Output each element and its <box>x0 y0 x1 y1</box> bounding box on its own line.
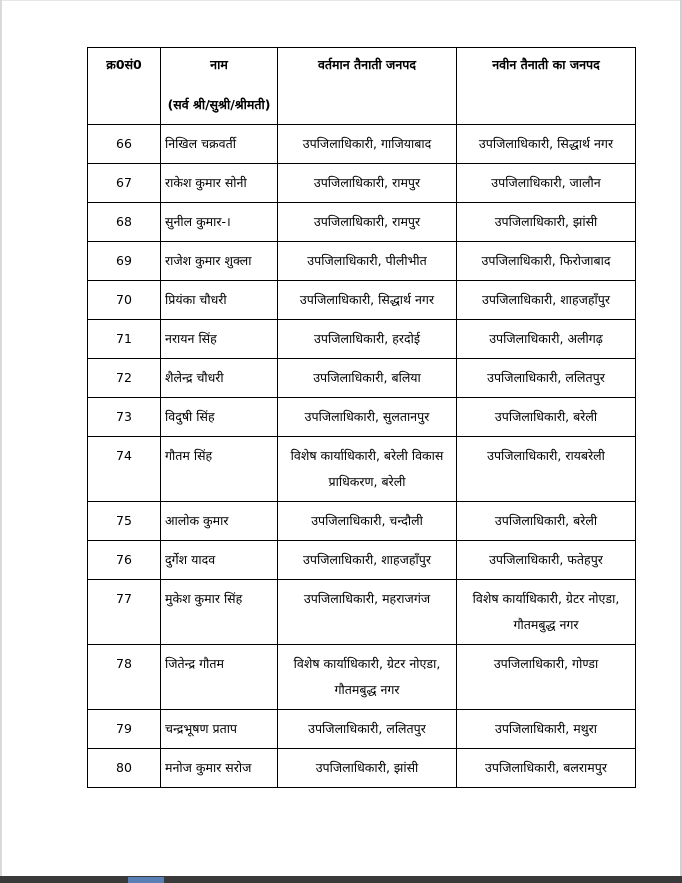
row-current-posting: उपजिलाधिकारी, हरदोई <box>278 320 457 359</box>
row-name: निखिल चक्रवर्ती <box>161 125 278 164</box>
header-new-posting: नवीन तैनाती का जनपद <box>457 48 636 125</box>
row-name: प्रियंका चौधरी <box>161 281 278 320</box>
row-serial: 78 <box>88 645 161 710</box>
table-body <box>88 125 636 788</box>
row-name: सुनील कुमार-। <box>161 203 278 242</box>
table-row <box>88 541 636 580</box>
row-current-posting: उपजिलाधिकारी, महराजगंज <box>278 580 457 645</box>
transfer-table <box>87 47 636 788</box>
header-current-posting: वर्तमान तैनाती जनपद <box>278 48 457 125</box>
row-current-posting: उपजिलाधिकारी, बलिया <box>278 359 457 398</box>
header-serial: क्र0सं0 <box>88 48 161 125</box>
row-name: गौतम सिंह <box>161 437 278 502</box>
row-new-posting: उपजिलाधिकारी, जालौन <box>457 164 636 203</box>
row-name: आलोक कुमार <box>161 502 278 541</box>
page-top-edge <box>0 0 682 1</box>
table-row <box>88 203 636 242</box>
table-row <box>88 710 636 749</box>
taskbar-item[interactable] <box>128 877 164 883</box>
row-name: मनोज कुमार सरोज <box>161 749 278 788</box>
row-new-posting: उपजिलाधिकारी, फतेहपुर <box>457 541 636 580</box>
row-current-posting: उपजिलाधिकारी, झांसी <box>278 749 457 788</box>
row-serial: 67 <box>88 164 161 203</box>
row-serial: 70 <box>88 281 161 320</box>
row-new-posting: उपजिलाधिकारी, शाहजहाँपुर <box>457 281 636 320</box>
row-current-posting: उपजिलाधिकारी, गाजियाबाद <box>278 125 457 164</box>
table-header-row <box>88 48 636 125</box>
row-new-posting: उपजिलाधिकारी, अलीगढ़ <box>457 320 636 359</box>
row-name: राकेश कुमार सोनी <box>161 164 278 203</box>
row-current-posting: उपजिलाधिकारी, चन्दौली <box>278 502 457 541</box>
row-current-posting: विशेष कार्याधिकारी, ग्रेटर नोएडा, गौतमबुद्ध नगर <box>278 645 457 710</box>
row-new-posting: उपजिलाधिकारी, बलरामपुर <box>457 749 636 788</box>
table-row <box>88 359 636 398</box>
row-new-posting: उपजिलाधिकारी, रायबरेली <box>457 437 636 502</box>
table-row <box>88 125 636 164</box>
row-name: जितेन्द्र गौतम <box>161 645 278 710</box>
row-current-posting: विशेष कार्याधिकारी, बरेली विकास प्राधिकरण, बरेली <box>278 437 457 502</box>
row-name: नरायन सिंह <box>161 320 278 359</box>
row-new-posting: उपजिलाधिकारी, मथुरा <box>457 710 636 749</box>
row-serial: 77 <box>88 580 161 645</box>
table-row <box>88 281 636 320</box>
row-serial: 69 <box>88 242 161 281</box>
row-current-posting: उपजिलाधिकारी, ललितपुर <box>278 710 457 749</box>
row-new-posting: उपजिलाधिकारी, बरेली <box>457 502 636 541</box>
table-row <box>88 749 636 788</box>
row-name: चन्द्रभूषण प्रताप <box>161 710 278 749</box>
header-name: नाम (सर्व श्री/सुश्री/श्रीमती) <box>161 48 278 125</box>
row-serial: 79 <box>88 710 161 749</box>
row-serial: 73 <box>88 398 161 437</box>
row-current-posting: उपजिलाधिकारी, रामपुर <box>278 164 457 203</box>
row-name: मुकेश कुमार सिंह <box>161 580 278 645</box>
row-current-posting: उपजिलाधिकारी, पीलीभीत <box>278 242 457 281</box>
table-row <box>88 502 636 541</box>
row-serial: 74 <box>88 437 161 502</box>
row-new-posting: उपजिलाधिकारी, सिद्धार्थ नगर <box>457 125 636 164</box>
row-new-posting: उपजिलाधिकारी, झांसी <box>457 203 636 242</box>
row-new-posting: उपजिलाधिकारी, गोण्डा <box>457 645 636 710</box>
row-serial: 76 <box>88 541 161 580</box>
row-serial: 66 <box>88 125 161 164</box>
table-row <box>88 437 636 502</box>
table-row <box>88 164 636 203</box>
row-new-posting: उपजिलाधिकारी, फिरोजाबाद <box>457 242 636 281</box>
table-row <box>88 242 636 281</box>
row-serial: 75 <box>88 502 161 541</box>
row-new-posting: विशेष कार्याधिकारी, ग्रेटर नोएडा, गौतमबुद्ध नगर <box>457 580 636 645</box>
taskbar <box>0 876 682 883</box>
table-row <box>88 320 636 359</box>
row-name: शैलेन्द्र चौधरी <box>161 359 278 398</box>
table-row <box>88 398 636 437</box>
page-left-edge <box>0 0 2 883</box>
row-name: राजेश कुमार शुक्ला <box>161 242 278 281</box>
row-serial: 71 <box>88 320 161 359</box>
row-current-posting: उपजिलाधिकारी, रामपुर <box>278 203 457 242</box>
row-serial: 68 <box>88 203 161 242</box>
row-name: दुर्गेश यादव <box>161 541 278 580</box>
table-row <box>88 580 636 645</box>
row-new-posting: उपजिलाधिकारी, ललितपुर <box>457 359 636 398</box>
row-serial: 72 <box>88 359 161 398</box>
row-name: विदुषी सिंह <box>161 398 278 437</box>
row-current-posting: उपजिलाधिकारी, सुलतानपुर <box>278 398 457 437</box>
row-current-posting: उपजिलाधिकारी, सिद्धार्थ नगर <box>278 281 457 320</box>
row-new-posting: उपजिलाधिकारी, बरेली <box>457 398 636 437</box>
row-current-posting: उपजिलाधिकारी, शाहजहाँपुर <box>278 541 457 580</box>
row-serial: 80 <box>88 749 161 788</box>
table-row <box>88 645 636 710</box>
